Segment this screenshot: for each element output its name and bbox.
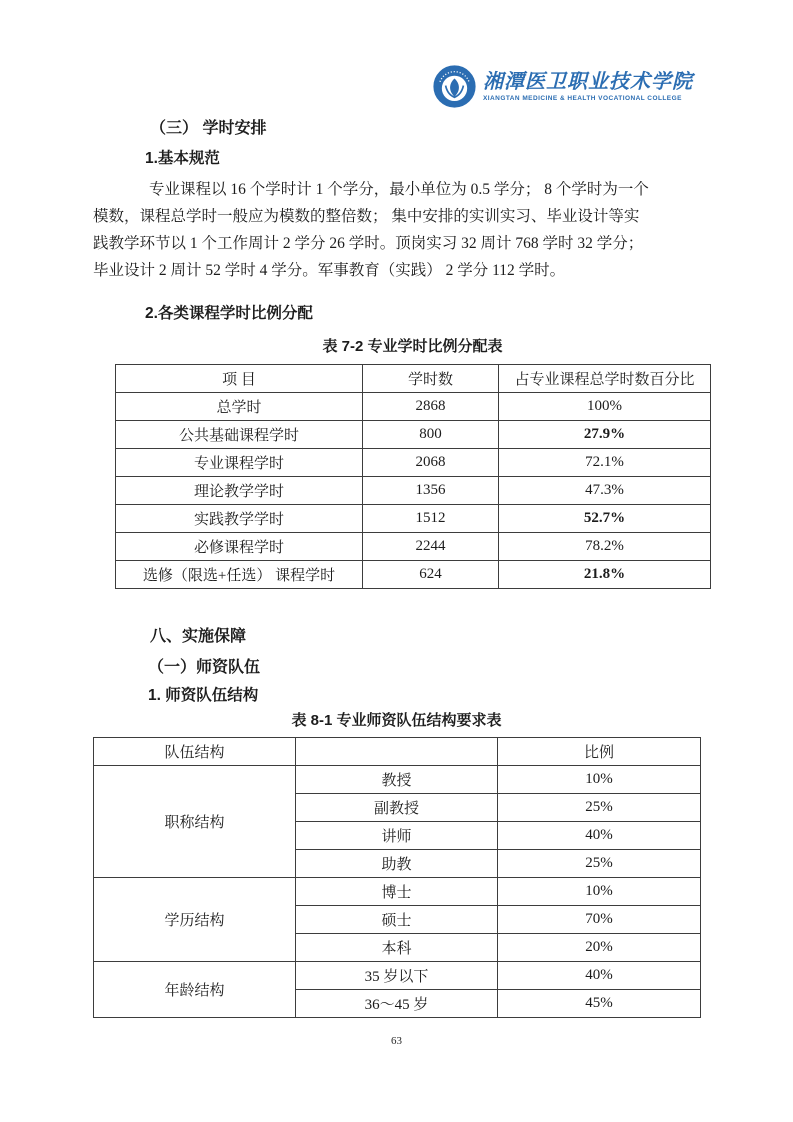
cell-category: 博士 [296,878,498,906]
paragraph-line: 毕业设计 2 周计 52 学时 4 学分。军事教育（实践） 2 学分 112 学时。 [93,262,566,279]
cell-item: 必修课程学时 [116,533,363,561]
table-row [94,766,701,794]
faculty-structure-table [93,737,701,1018]
column-header-hours: 学时数 [363,365,499,393]
cell-percentage: 21.8% [499,561,711,589]
cell-percentage: 72.1% [499,449,711,477]
cell-item: 实践教学学时 [116,505,363,533]
table-row [116,421,711,449]
table-header-row [116,365,711,393]
faculty-table-body [94,766,701,1018]
column-header-empty [296,738,498,766]
page-number: 63 [391,1035,402,1047]
table-row [94,878,701,906]
cell-percentage: 47.3% [499,477,711,505]
cell-category: 副教授 [296,794,498,822]
column-header-item: 项 目 [116,365,363,393]
cell-ratio: 10% [498,766,701,794]
table-row [116,533,711,561]
table2-caption: 表 8-1 专业师资队伍结构要求表 [291,712,502,729]
hour-ratio-table [115,364,711,589]
college-emblem-icon [432,64,477,109]
paragraph-line: 践教学环节以 1 个工作周计 2 学分 26 学时。顶岗实习 32 周计 768 学时 32 学分； [93,235,644,252]
cell-category: 硕士 [296,906,498,934]
cell-ratio: 20% [498,934,701,962]
heading-hours-arrangement: （三） 学时安排 [150,120,267,137]
college-name-en: XIANGTAN MEDICINE & HEALTH VOCATIONAL COLLEGE [483,94,682,102]
hours-table-body [116,393,711,589]
cell-percentage: 27.9% [499,421,711,449]
heading-hour-ratio: 2.各类课程学时比例分配 [145,305,313,322]
table-row [116,561,711,589]
cell-category: 本科 [296,934,498,962]
cell-ratio: 25% [498,794,701,822]
heading-implementation: 八、实施保障 [150,628,247,645]
cell-ratio: 45% [498,990,701,1018]
table1-caption: 表 7-2 专业学时比例分配表 [322,338,503,355]
cell-hours: 2244 [363,533,499,561]
cell-ratio: 10% [498,878,701,906]
cell-category: 教授 [296,766,498,794]
cell-percentage: 78.2% [499,533,711,561]
cell-item: 总学时 [116,393,363,421]
heading-faculty-structure: 1. 师资队伍结构 [148,687,259,704]
table-row [116,477,711,505]
heading-basic-rules: 1.基本规范 [145,150,220,167]
cell-group-name: 职称结构 [94,766,296,878]
table-row [116,393,711,421]
table-header-row [94,738,701,766]
cell-ratio: 40% [498,962,701,990]
college-wordmark [483,70,693,103]
cell-group-name: 学历结构 [94,878,296,962]
college-logo [0,63,793,109]
cell-ratio: 70% [498,906,701,934]
table-row [94,962,701,990]
cell-item: 理论教学学时 [116,477,363,505]
cell-group-name: 年龄结构 [94,962,296,1018]
cell-category: 讲师 [296,822,498,850]
cell-item: 选修（限选+任选） 课程学时 [116,561,363,589]
cell-item: 专业课程学时 [116,449,363,477]
table-row [116,505,711,533]
cell-percentage: 100% [499,393,711,421]
cell-hours: 800 [363,421,499,449]
cell-category: 35 岁以下 [296,962,498,990]
cell-hours: 2068 [363,449,499,477]
paragraph-line: 模数，课程总学时一般应为模数的整倍数； 集中安排的实训实习、毕业设计等实 [93,208,640,225]
cell-hours: 2868 [363,393,499,421]
column-header-structure: 队伍结构 [94,738,296,766]
heading-faculty-team: （一）师资队伍 [148,659,261,676]
cell-hours: 1512 [363,505,499,533]
cell-item: 公共基础课程学时 [116,421,363,449]
column-header-percentage: 占专业课程总学时数百分比 [499,365,711,393]
cell-hours: 624 [363,561,499,589]
basic-rules-paragraph [93,176,705,284]
cell-percentage: 52.7% [499,505,711,533]
cell-ratio: 25% [498,850,701,878]
cell-category: 36～45 岁 [296,990,498,1018]
paragraph-line: 专业课程以 16 个学时计 1 个学分，最小单位为 0.5 学分； 8 个学时为一个 [149,181,649,198]
cell-ratio: 40% [498,822,701,850]
cell-hours: 1356 [363,477,499,505]
table-row [116,449,711,477]
college-name-cn: 湘潭医卫职业技术学院 [483,70,693,93]
column-header-ratio: 比例 [498,738,701,766]
cell-category: 助教 [296,850,498,878]
